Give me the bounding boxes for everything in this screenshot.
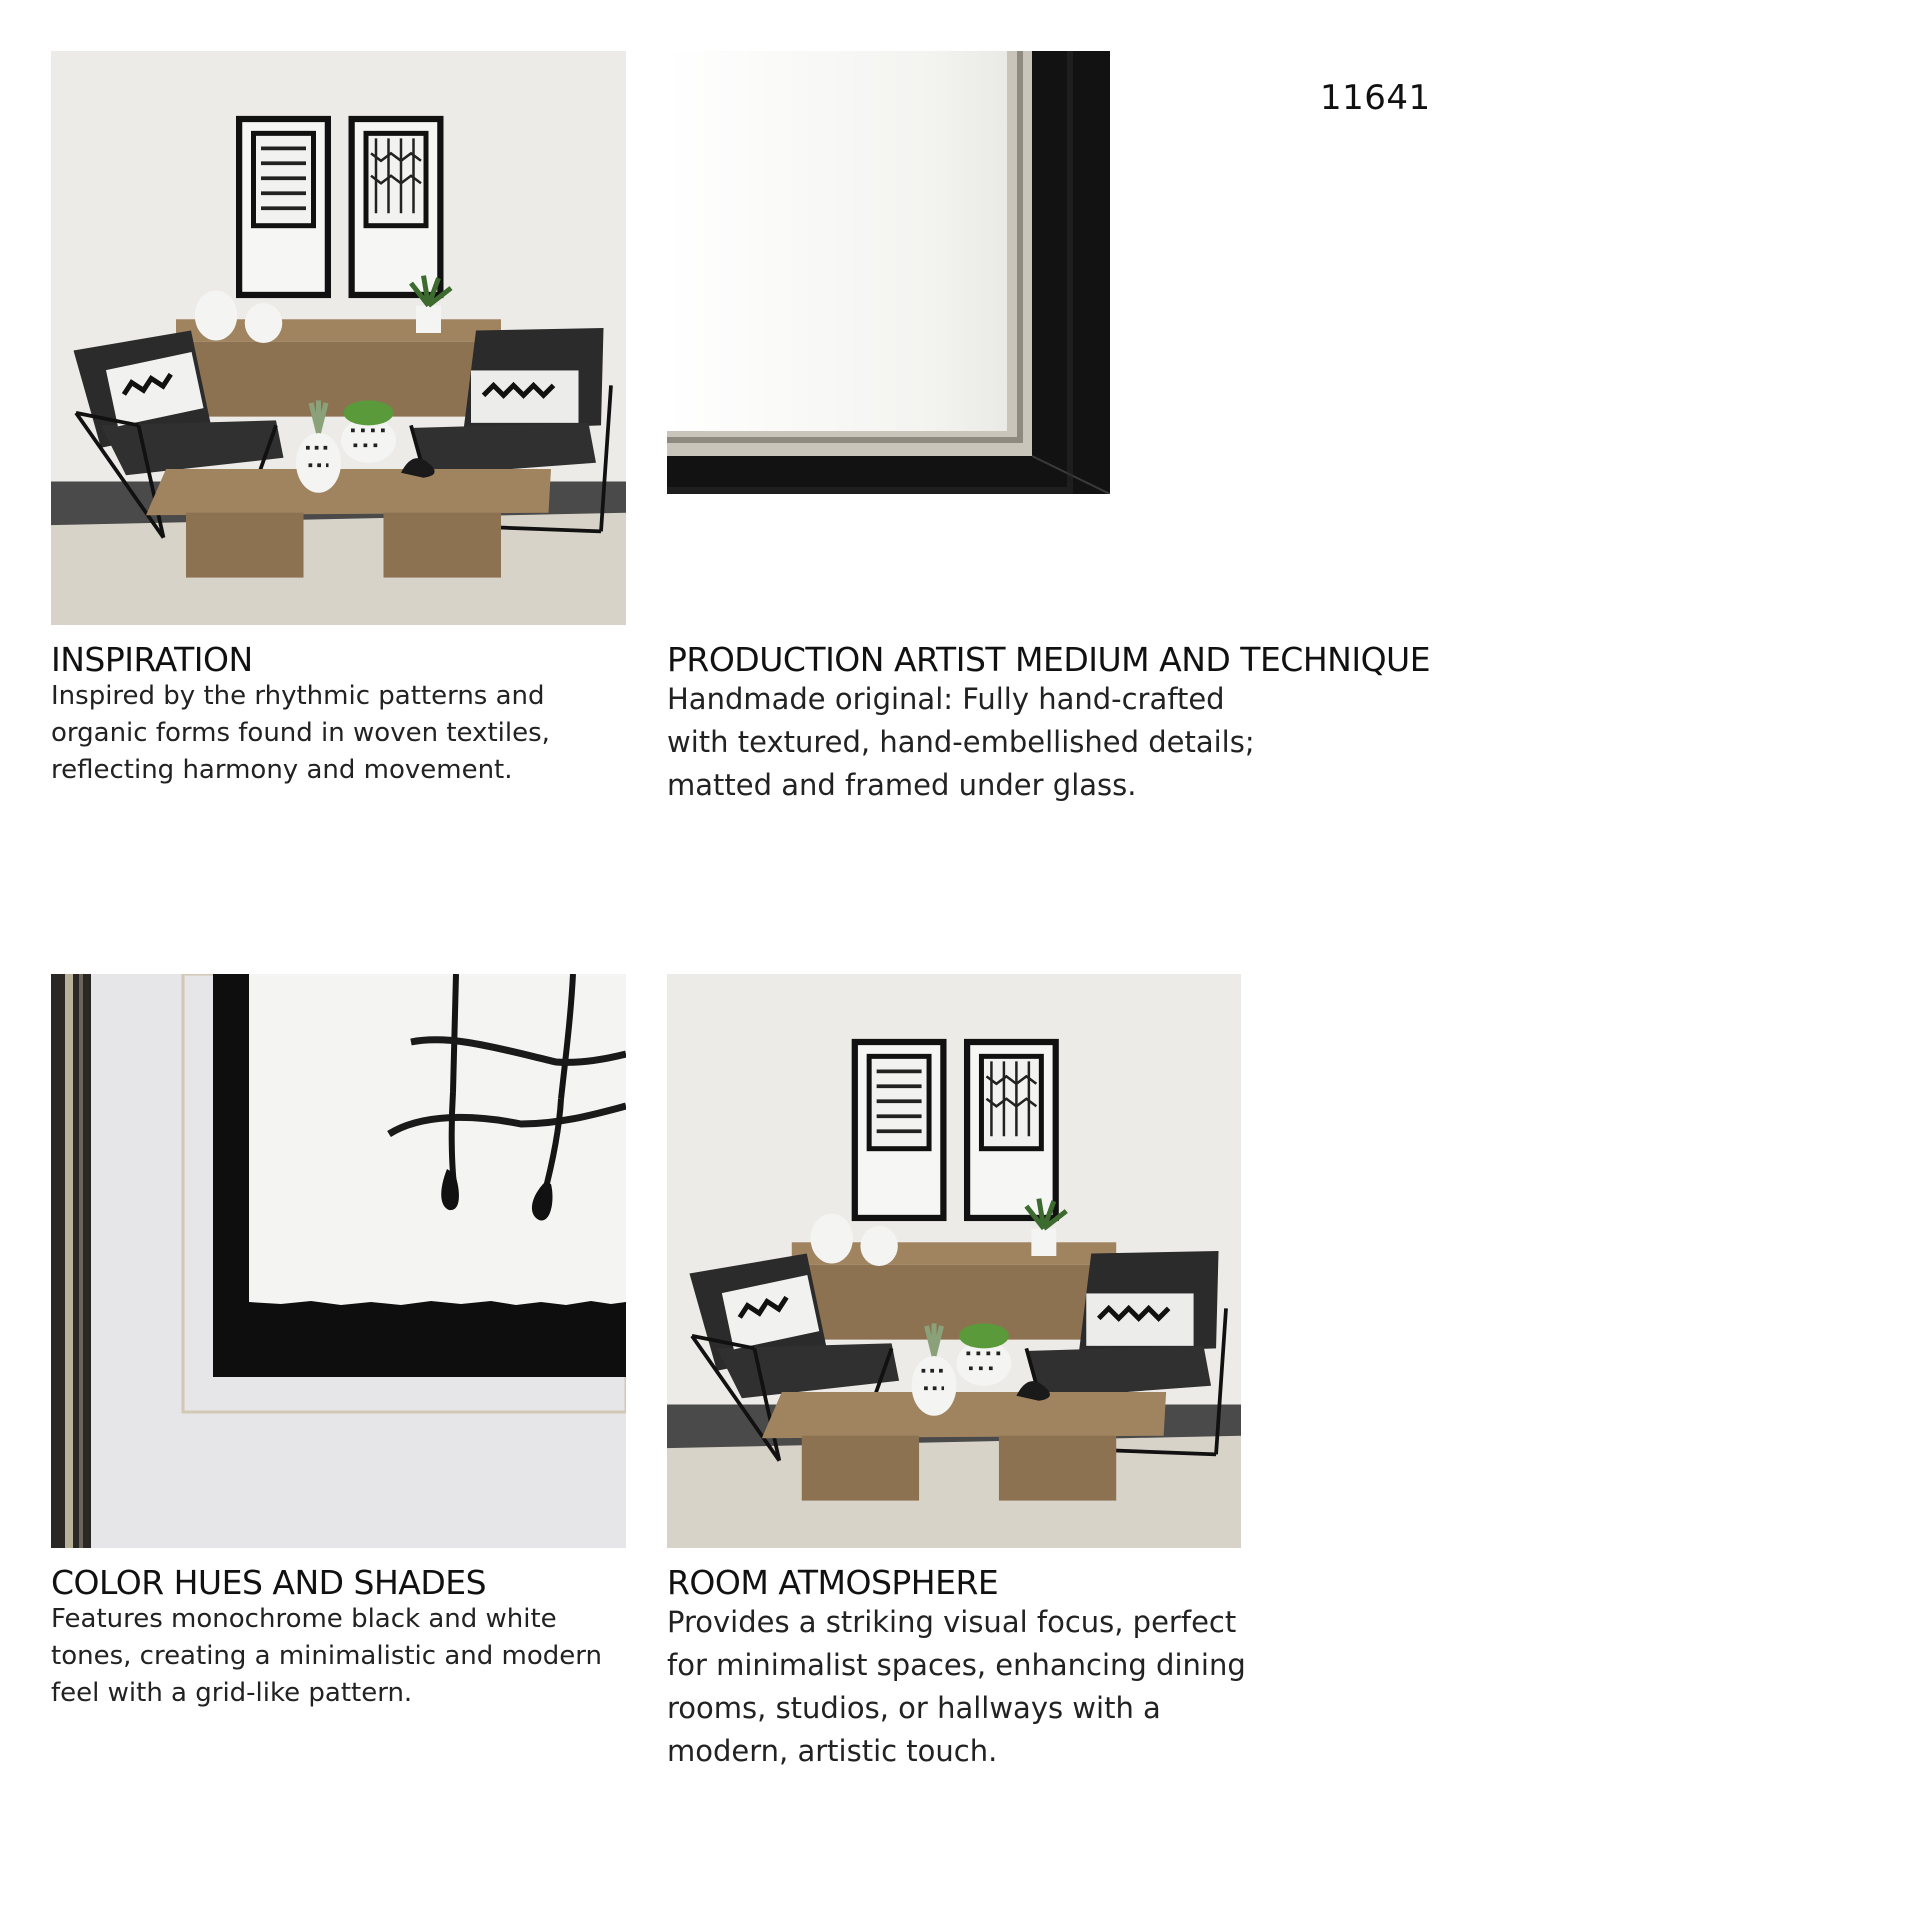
- color-body: Features monochrome black and white tones, creating a minimalistic and modern feel with a grid-like pattern.: [51, 1604, 602, 1708]
- production-heading: PRODUCTION ARTIST MEDIUM AND TECHNIQUE: [667, 640, 1431, 679]
- product-code: 11641: [1320, 78, 1431, 118]
- room-heading: ROOM ATMOSPHERE: [667, 1563, 999, 1602]
- inspiration-body: Inspired by the rhythmic patterns and organic forms found in woven textiles, reflecting harmony and movement.: [51, 681, 550, 785]
- color-heading: COLOR HUES AND SHADES: [51, 1563, 487, 1602]
- inspiration-room-photo: [51, 51, 626, 625]
- inspiration-heading: INSPIRATION: [51, 640, 253, 679]
- production-body: Handmade original: Fully hand-crafted with textured, hand-embellished details; matted and framed under glass.: [667, 682, 1255, 802]
- artwork-closeup-photo: [51, 974, 626, 1548]
- frame-corner-photo: [667, 51, 1110, 494]
- room-body: Provides a striking visual focus, perfect for minimalist spaces, enhancing dining rooms, studios, or hallways with a modern, artistic touch.: [667, 1605, 1246, 1768]
- room-atmosphere-photo: [667, 974, 1241, 1548]
